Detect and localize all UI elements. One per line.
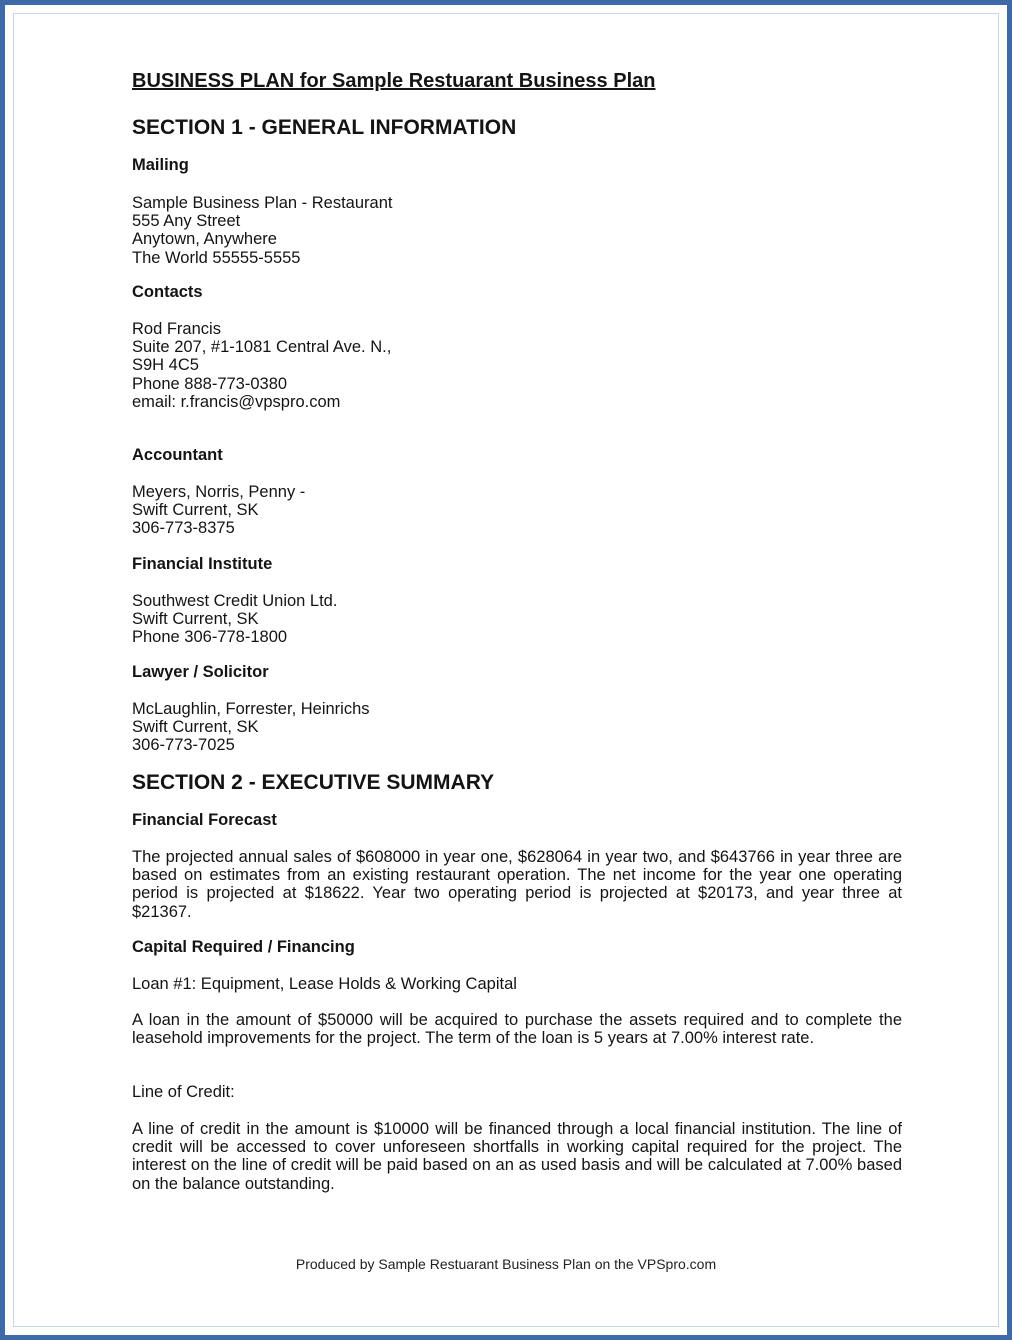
institute-line: Swift Current, SK xyxy=(132,610,259,629)
contact-email: email: r.francis@vpspro.com xyxy=(132,392,341,411)
institute-line: Phone 306-778-1800 xyxy=(132,628,288,647)
address-line: Anytown, Anywhere xyxy=(132,230,277,249)
loan-title: Loan #1: Equipment, Lease Holds & Working Capital xyxy=(132,975,517,993)
page-footer: Produced by Sample Restuarant Business Plan on the VPSpro.com xyxy=(295,1256,717,1272)
financial-institute-details xyxy=(132,592,337,647)
contact-line: Rod Francis xyxy=(132,320,221,338)
lawyer-line: Swift Current, SK xyxy=(132,718,259,737)
section-2-heading: SECTION 2 - EXECUTIVE SUMMARY xyxy=(132,771,495,794)
section-1-heading: SECTION 1 - GENERAL INFORMATION xyxy=(132,116,517,139)
accountant-details xyxy=(132,483,305,538)
contact-line: Suite 207, #1-1081 Central Ave. N., xyxy=(132,338,392,357)
institute-line: Southwest Credit Union Ltd. xyxy=(132,592,338,610)
financial-forecast-text: The projected annual sales of $608000 in year one, $628064 in year two, and $643766 in year three are based on estimates from an existing restaurant operation. The net income for the year one operating period is projected at $18622. Year two operating period is projected at $20173, and year three at $21367. xyxy=(132,848,902,921)
address-line: The World 55555-5555 xyxy=(132,248,301,267)
address-line: 555 Any Street xyxy=(132,212,241,231)
financial-forecast-heading: Financial Forecast xyxy=(132,811,277,829)
accountant-line: Meyers, Norris, Penny - xyxy=(132,483,306,501)
lawyer-line: 306-773-7025 xyxy=(132,736,235,755)
lawyer-line: McLaughlin, Forrester, Heinrichs xyxy=(132,700,370,718)
loan-text: A loan in the amount of $50000 will be acquired to purchase the assets required and to complete the leasehold improvements for the project. The term of the loan is 5 years at 7.00% interest rate. xyxy=(132,1011,902,1048)
address-line: Sample Business Plan - Restaurant xyxy=(132,194,393,212)
mailing-heading: Mailing xyxy=(132,156,189,174)
accountant-heading: Accountant xyxy=(132,446,223,464)
accountant-line: 306-773-8375 xyxy=(132,519,235,538)
capital-required-heading: Capital Required / Financing xyxy=(132,938,355,956)
contact-line: S9H 4C5 xyxy=(132,356,199,375)
accountant-line: Swift Current, SK xyxy=(132,501,259,520)
financial-institute-heading: Financial Institute xyxy=(132,555,273,573)
line-of-credit-title: Line of Credit: xyxy=(132,1083,235,1101)
line-of-credit-text: A line of credit in the amount is $10000 will be financed through a local financial institution. The line of credit will be accessed to cover unforeseen shortfalls in working capital required for the project. The interest on the line of credit will be paid based on an as used basis and will be calculated at 7.00% based on the balance outstanding. xyxy=(132,1120,902,1193)
contacts-heading: Contacts xyxy=(132,283,203,301)
document-title: BUSINESS PLAN for Sample Restuarant Business Plan xyxy=(132,70,656,92)
lawyer-heading: Lawyer / Solicitor xyxy=(132,663,269,681)
contact-line: Phone 888-773-0380 xyxy=(132,374,288,393)
lawyer-details xyxy=(132,700,370,755)
contacts-details xyxy=(132,320,391,411)
mailing-address xyxy=(132,194,392,267)
